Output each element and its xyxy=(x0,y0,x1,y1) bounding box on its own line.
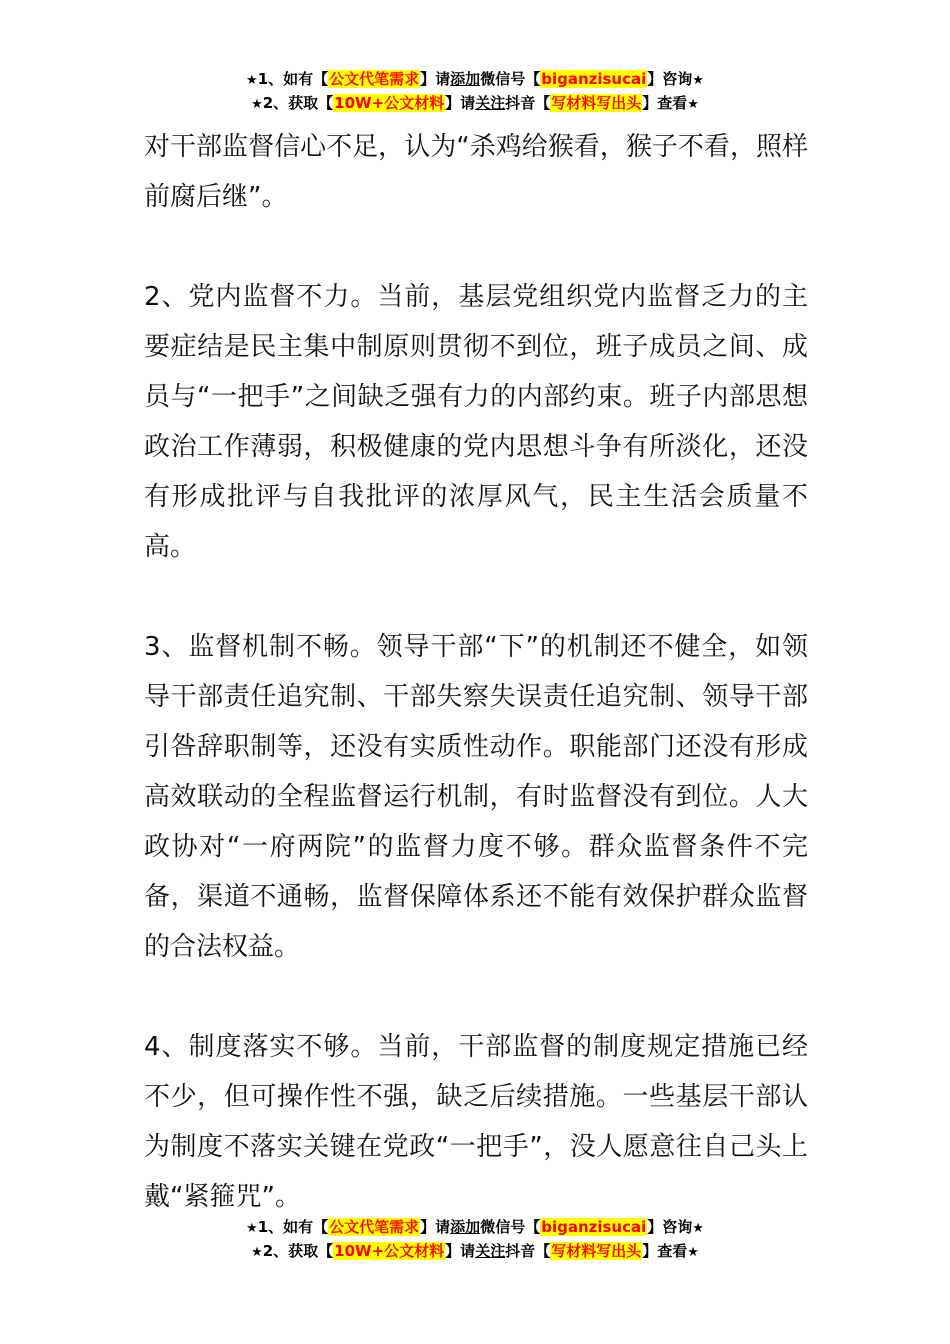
underlined-word: 添加 xyxy=(450,70,481,88)
paragraph-2: 2、党内监督不力。当前，基层党组织党内监督乏力的主要症结是民主集中制原则贯彻不到位，班子成员之间、成员与“一把手”之间缺乏强有力的内部约束。班子内部思想政治工作薄弱，积极健康的党内思想斗争有所淡化，还没有形成批评与自我批评的浓厚风气，民主生活会质量不高。 xyxy=(144,282,808,562)
banner-line-1 xyxy=(0,68,950,92)
paragraph-gap xyxy=(144,572,808,622)
banner-text: 】查看 xyxy=(642,1242,688,1260)
banner-text: 抖音【 xyxy=(505,1242,551,1260)
star-icon: ★ xyxy=(692,73,704,88)
highlight-wechat-id: biganzisucai xyxy=(541,70,647,88)
paragraph-continued: 对干部监督信心不足，认为“杀鸡给猴看，猴子不看，照样前腐后继”。 xyxy=(144,132,808,212)
banner-text: 】请 xyxy=(420,1218,451,1236)
highlight-materials: 10W+公文材料 xyxy=(334,94,445,112)
underlined-word: 关注 xyxy=(475,1242,506,1260)
banner-text: 】咨询 xyxy=(647,1218,693,1236)
banner-line-2 xyxy=(0,92,950,116)
underlined-word: 关注 xyxy=(475,94,506,112)
star-icon: ★ xyxy=(251,1245,263,1260)
banner-text: 】咨询 xyxy=(647,70,693,88)
footer-banner xyxy=(0,1216,950,1264)
paragraph-4: 4、制度落实不够。当前，干部监督的制度规定措施已经不少，但可操作性不强，缺乏后续措施。一些基层干部认为制度不落实关键在党政“一把手”，没人愿意往自己头上戴“紧箍咒”。 xyxy=(144,1032,808,1212)
banner-text: 微信号【 xyxy=(480,70,541,88)
banner-text: 微信号【 xyxy=(480,1218,541,1236)
star-icon: ★ xyxy=(246,73,258,88)
star-icon: ★ xyxy=(687,1245,699,1260)
highlight-service: 公文代笔需求 xyxy=(329,1218,420,1236)
banner-line-2 xyxy=(0,1240,950,1264)
banner-text: 1、如有【 xyxy=(257,1218,329,1236)
banner-text: 2、获取【 xyxy=(262,1242,334,1260)
banner-text: 】请 xyxy=(420,70,451,88)
document-body xyxy=(144,122,808,1222)
highlight-account: 写材料写出头 xyxy=(551,1242,642,1260)
banner-text: 2、获取【 xyxy=(262,94,334,112)
banner-text: 抖音【 xyxy=(505,94,551,112)
banner-text: 1、如有【 xyxy=(257,70,329,88)
banner-text: 】请 xyxy=(445,94,476,112)
paragraph-gap xyxy=(144,972,808,1022)
paragraph-3: 3、监督机制不畅。领导干部“下”的机制还不健全，如领导干部责任追究制、干部失察失误责任追究制、领导干部引咎辞职制等，还没有实质性动作。职能部门还没有形成高效联动的全程监督运行机制，有时监督没有到位。人大政协对“一府两院”的监督力度不够。群众监督条件不完备，渠道不通畅，监督保障体系还不能有效保护群众监督的合法权益。 xyxy=(144,632,808,962)
star-icon: ★ xyxy=(692,1221,704,1236)
highlight-wechat-id: biganzisucai xyxy=(541,1218,647,1236)
star-icon: ★ xyxy=(251,97,263,112)
underlined-word: 添加 xyxy=(450,1218,481,1236)
highlight-account: 写材料写出头 xyxy=(551,94,642,112)
banner-line-1 xyxy=(0,1216,950,1240)
header-banner xyxy=(0,68,950,116)
highlight-materials: 10W+公文材料 xyxy=(334,1242,445,1260)
paragraph-gap xyxy=(144,222,808,272)
highlight-service: 公文代笔需求 xyxy=(329,70,420,88)
banner-text: 】查看 xyxy=(642,94,688,112)
star-icon: ★ xyxy=(687,97,699,112)
star-icon: ★ xyxy=(246,1221,258,1236)
banner-text: 】请 xyxy=(445,1242,476,1260)
